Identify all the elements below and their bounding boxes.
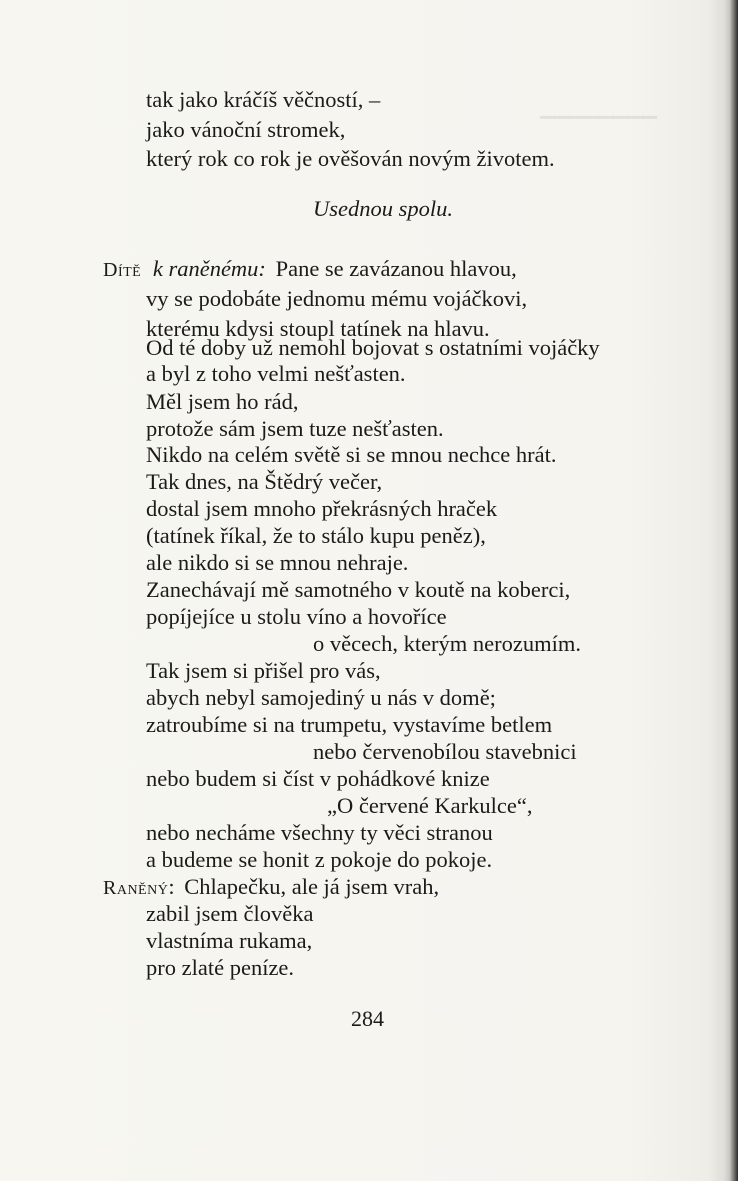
verse-line: tak jako kráčíš věčností, – [146, 87, 381, 112]
verse-text: Pane se zavázanou hlavou, [275, 256, 517, 281]
verse-line: zabil jsem člověka [146, 901, 314, 926]
verse-line: Tak jsem si přišel pro vás, [146, 658, 381, 683]
verse-line: a budeme se honit z pokoje do pokoje. [146, 847, 493, 872]
verse-line: nebo necháme všechny ty věci stranou [146, 820, 493, 845]
verse-line: Od té doby už nemohl bojovat s ostatními vojáčky [146, 335, 600, 360]
page-edge-shadow [724, 0, 738, 1181]
verse-line: pro zlaté peníze. [146, 955, 295, 980]
verse-line: popíjejíce u stolu víno a hovoříce [146, 604, 447, 629]
verse-line: Tak dnes, na Štědrý večer, [146, 469, 383, 494]
dialogue-line [103, 254, 517, 285]
dialogue-line: Raněný: Chlapečku, ale já jsem vrah, [103, 874, 440, 899]
speaker-name: Raněný [103, 877, 169, 899]
verse-line: protože sám jsem tuze nešťasten. [146, 416, 444, 441]
verse-line: o věcech, kterým nerozumím. [313, 631, 582, 656]
verse-line: který rok co rok je ověšován novým životem. [146, 146, 555, 171]
verse-line: Měl jsem ho rád, [146, 389, 299, 414]
speaker-name: Dítě [103, 259, 142, 281]
verse-line: vy se podobáte jednomu mému vojáčkovi, [146, 286, 528, 311]
verse-line: zatroubíme si na trumpetu, vystavíme betlem [146, 712, 553, 737]
page-number: 284 [351, 1006, 384, 1031]
stage-direction: Usednou spolu. [313, 196, 453, 221]
stage-direction-inline: k raněnému: [152, 256, 266, 281]
verse-line: kterému kdysi stoupl tatínek na hlavu. [146, 316, 490, 341]
verse-line: jako vánoční stromek, [146, 117, 346, 142]
show-through-text: ▁▁▁▁▁▁▁▁ [540, 98, 657, 119]
verse-line: nebo budem si číst v pohádkové knize [146, 766, 490, 791]
verse-line: nebo červenobílou stavebnici [313, 739, 577, 764]
verse-line: ale nikdo si se mnou nehraje. [146, 550, 409, 575]
verse-line: abych nebyl samojediný u nás v domě; [146, 685, 496, 710]
verse-text: Chlapečku, ale já jsem vrah, [184, 874, 440, 899]
verse-line: a byl z toho velmi nešťasten. [146, 361, 406, 386]
verse-line: (tatínek říkal, že to stálo kupu peněz), [146, 523, 486, 548]
verse-line: dostal jsem mnoho překrásných hraček [146, 496, 498, 521]
verse-line: vlastníma rukama, [146, 928, 313, 953]
verse-line: „O červené Karkulce“, [327, 793, 533, 818]
verse-line: Zanechávají mě samotného v koutě na koberci, [146, 577, 571, 602]
verse-line: Nikdo na celém světě si se mnou nechce hrát. [146, 442, 557, 467]
